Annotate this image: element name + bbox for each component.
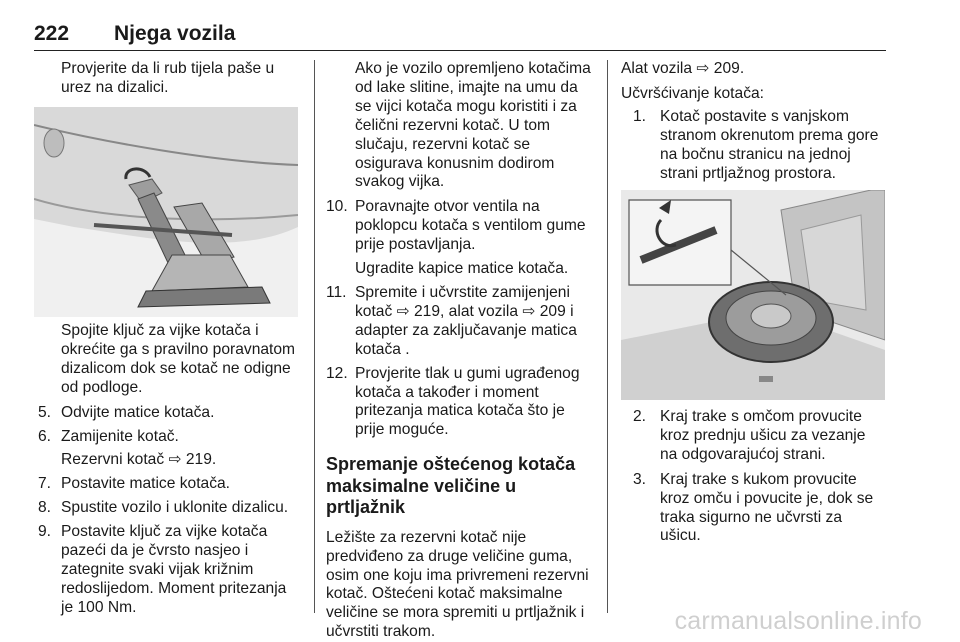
step-8: 8. Spustite vozilo i uklonite dizalicu.	[38, 499, 289, 517]
step-10: 10. Poravnajte otvor ventila na poklopcu kotača s ventilom gume prije postavljanja.	[326, 198, 586, 254]
step-11: 11. Spremite i učvrstite zamijenjeni kotač ⇨ 219, alat vozila ⇨ 209 i adapter za zaključavanje matica kotača .	[326, 283, 577, 358]
watermark: carmanualsonline.info	[674, 607, 922, 635]
step-6-note: Rezervni kotač ⇨ 219.	[61, 451, 217, 469]
fasten-step-3: 3. Kraj trake s kukom provucite kroz omču i povucite je, dok se traka sigurno ne učvrsti za ušicu.	[633, 470, 874, 545]
column-1-lower	[38, 322, 301, 618]
alloy-wheel-note: Ako je vozilo opremljeno kotačima od lake slitine, imajte na umu da se vijci kotača mogu koristiti i za čelični rezervni kotač. U tom slučaju, rezervni kotač se osigurava konusnim dodirom svakog vijka.	[355, 60, 591, 191]
attach-wrench-text: Spojite ključ za vijke kotača i okrećite ga s pravilno poravnatom dizalicom dok se kotač ne odigne od podloge.	[61, 322, 296, 396]
step-7: 7. Postavite matice kotača.	[38, 475, 231, 493]
section-text: Ležište za rezervni kotač nije predviđeno za druge veličine guma, osim one koju ima privremeni rezervni kotač. Oštećeni kotač maksimalne veličine se mora spremiti u prtljažnik i učvrstiti trakom.	[326, 528, 589, 641]
step-9: 9. Postavite ključ za vijke kotača pazeći da je čvrsto nasjeo i zategnite svaki vijak križnim redoslijedom. Moment pritezanja je 100 Nm.	[38, 523, 287, 616]
step-12: 12. Provjerite tlak u gumi ugrađenog kotača a također i moment pritezanja matica kotača što je prije moguće.	[326, 364, 580, 439]
intro-text: Provjerite da li rub tijela paše u urez na dizalici.	[61, 60, 275, 96]
tools-reference: Alat vozila ⇨ 209.	[621, 60, 745, 77]
column-1	[61, 60, 301, 98]
column-3-lower	[621, 408, 887, 546]
fasten-step-1: 1. Kotač postavite s vanjskom stranom okrenutom prema gore na bočnu stranicu na jednoj strani prtljažnog prostora.	[633, 107, 879, 182]
column-divider-2	[607, 60, 608, 613]
jack-illustration	[34, 107, 298, 317]
page-header	[34, 22, 886, 51]
jack-drawing	[34, 107, 298, 317]
page-number: 222	[34, 22, 70, 45]
section-heading: Spremanje oštećenog kotača maksimalne veličine u prtljažnik	[326, 454, 576, 518]
step-5: 5. Odvijte matice kotača.	[38, 403, 215, 421]
fasten-step-2: 2. Kraj trake s omčom provucite kroz prednju ušicu za vezanje na odgovarajućoj strani.	[633, 408, 866, 463]
trunk-wheel-illustration	[621, 190, 885, 400]
column-3	[621, 60, 887, 183]
step-10-note: Ugradite kapice matice kotača.	[355, 260, 569, 278]
chapter-title: Njega vozila	[114, 22, 236, 45]
step-6: 6. Zamijenite kotač.	[38, 427, 179, 445]
fastening-title: Učvršćivanje kotača:	[621, 84, 764, 102]
column-divider-1	[314, 60, 315, 613]
column-2	[326, 60, 594, 642]
trunk-drawing	[621, 190, 885, 400]
